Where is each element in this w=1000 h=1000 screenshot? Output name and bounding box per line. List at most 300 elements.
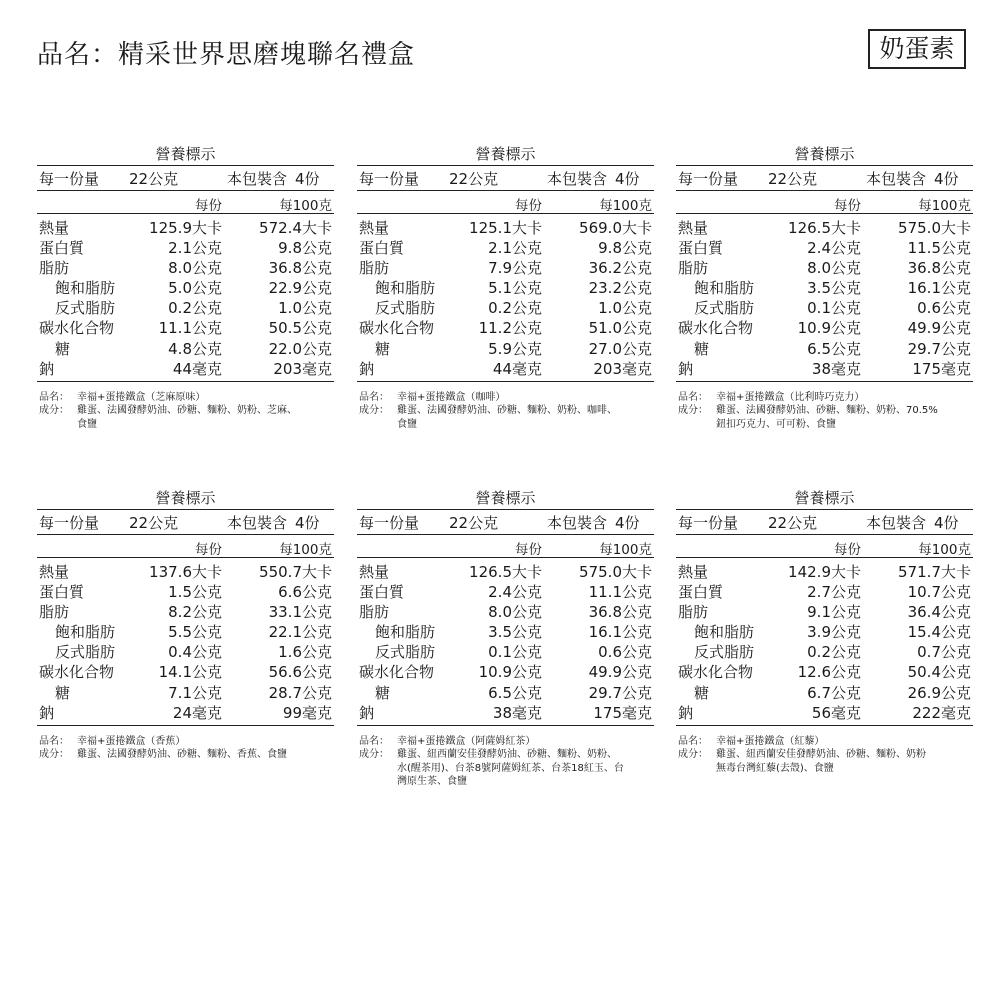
value-per-serving: 11.2公克	[478, 319, 542, 338]
nutrient-row	[676, 277, 973, 297]
value-per-100g: 36.8公克	[907, 259, 971, 278]
value-per-serving: 6.5公克	[488, 683, 542, 702]
nutrient-row	[676, 297, 973, 317]
ingredients-text: 雞蛋、法國發酵奶油、砂糖、麵粉、奶粉、70.5%	[716, 405, 938, 417]
nutrient-rows	[676, 558, 973, 722]
col-per-100g: 每100克	[279, 198, 332, 214]
nutrient-row	[676, 702, 973, 722]
value-per-100g: 50.4公克	[907, 663, 971, 682]
servings-count: 4份	[295, 514, 320, 532]
ingredients-label: 成分：	[678, 749, 708, 761]
serving-row	[37, 509, 334, 535]
value-per-serving: 137.6大卡	[149, 563, 222, 581]
nutrient-row	[357, 338, 654, 358]
ingredients-text: 雞蛋、法國發酵奶油、砂糖、麵粉、香蕉、食鹽	[77, 749, 287, 761]
serving-label: 每一份量	[678, 514, 739, 532]
per-pack-label: 本包裝含	[227, 170, 288, 188]
per-pack-label: 本包裝含	[547, 514, 608, 532]
nutrient-row	[37, 581, 334, 601]
value-per-100g: 22.0公克	[268, 339, 332, 358]
ingredients-text: 雞蛋、法國發酵奶油、砂糖、麵粉、奶粉、芝麻、	[77, 405, 297, 417]
product-name-line	[357, 391, 654, 405]
nutrient-name: 脂肪	[39, 603, 70, 622]
nutrient-row	[37, 297, 334, 317]
per-pack-label: 本包裝含	[227, 514, 288, 532]
value-per-100g: 11.1公克	[588, 583, 652, 602]
value-per-100g: 22.1公克	[268, 623, 332, 642]
nutrient-name: 熱量	[359, 219, 390, 237]
nutrient-name: 糖	[55, 339, 71, 358]
nutrient-name: 反式脂肪	[375, 643, 436, 662]
nutrient-name: 飽和脂肪	[694, 623, 755, 642]
nutrient-row	[37, 237, 334, 257]
nutrient-row	[37, 257, 334, 277]
product-name: 幸福+蛋捲鐵盒（紅藜）	[716, 735, 825, 747]
value-per-100g: 33.1公克	[268, 603, 332, 622]
nutrient-name: 飽和脂肪	[694, 279, 755, 298]
nutrient-name: 蛋白質	[678, 239, 724, 258]
product-info	[676, 735, 973, 776]
nutrient-row	[676, 358, 973, 378]
nutrient-name: 鈉	[359, 359, 375, 378]
table-bottom-rule	[357, 723, 654, 726]
value-per-serving: 3.9公克	[807, 623, 861, 642]
value-per-serving: 14.1公克	[158, 663, 222, 682]
product-name: 幸福+蛋捲鐵盒（咖啡）	[397, 391, 506, 403]
value-per-100g: 29.7公克	[588, 683, 652, 702]
nutrient-row	[357, 358, 654, 378]
product-info	[357, 391, 654, 432]
value-per-100g: 203毫克	[593, 359, 652, 378]
nutrient-row	[357, 661, 654, 681]
value-per-100g: 572.4大卡	[259, 219, 332, 237]
value-per-serving: 125.9大卡	[149, 219, 222, 237]
value-per-100g: 0.6公克	[598, 643, 652, 662]
value-per-serving: 5.0公克	[168, 279, 222, 298]
nutrient-row	[37, 317, 334, 337]
column-headers	[357, 191, 654, 214]
value-per-serving: 126.5大卡	[788, 219, 861, 237]
product-info	[37, 735, 334, 762]
product-name: 幸福+蛋捲鐵盒（香蕉）	[77, 735, 186, 747]
value-per-100g: 203毫克	[273, 359, 332, 378]
nutrient-name: 鈉	[39, 359, 55, 378]
nutrient-row	[676, 561, 973, 581]
nutrient-row	[676, 581, 973, 601]
value-per-100g: 36.8公克	[588, 603, 652, 622]
ingredients-text: 雞蛋、紐西蘭安佳發酵奶油、砂糖、麵粉、奶粉、	[397, 749, 617, 761]
value-per-serving: 6.5公克	[807, 339, 861, 358]
value-per-100g: 9.8公克	[598, 239, 652, 258]
value-per-serving: 8.2公克	[168, 603, 222, 622]
nutrient-row	[676, 641, 973, 661]
product-info	[676, 391, 973, 432]
value-per-serving: 3.5公克	[807, 279, 861, 298]
product-name: 幸福+蛋捲鐵盒（比利時巧克力）	[716, 391, 865, 403]
value-per-100g: 550.7大卡	[259, 563, 332, 581]
value-per-100g: 575.0大卡	[579, 563, 652, 581]
ingredients-label: 成分：	[359, 749, 389, 761]
nutrient-row	[676, 257, 973, 277]
panel-title: 營養標示	[794, 489, 855, 507]
servings-per-pack	[227, 512, 320, 533]
value-per-serving: 10.9公克	[797, 319, 861, 338]
ingredients-line	[676, 418, 973, 432]
ingredients-line	[37, 748, 334, 762]
nutrient-row	[676, 317, 973, 337]
value-per-100g: 9.8公克	[278, 239, 332, 258]
nutrient-row	[37, 277, 334, 297]
nutrient-name: 脂肪	[39, 259, 70, 278]
table-bottom-rule	[676, 723, 973, 726]
ingredients-line	[357, 762, 654, 776]
value-per-serving: 5.1公克	[488, 279, 542, 298]
nutrient-row	[357, 257, 654, 277]
value-per-100g: 36.4公克	[907, 603, 971, 622]
nutrition-panel	[37, 143, 334, 431]
value-per-serving: 44毫克	[172, 359, 222, 378]
value-per-100g: 571.7大卡	[898, 563, 971, 581]
column-headers	[37, 535, 334, 558]
value-per-100g: 51.0公克	[588, 319, 652, 338]
nutrient-name: 糖	[694, 683, 710, 702]
servings-per-pack	[866, 168, 959, 189]
nutrient-name: 鈉	[39, 703, 55, 722]
value-per-serving: 2.4公克	[488, 583, 542, 602]
value-per-serving: 142.9大卡	[788, 563, 861, 581]
value-per-100g: 0.7公克	[917, 643, 971, 662]
product-name-line	[37, 735, 334, 749]
nutrient-row	[37, 621, 334, 641]
nutrient-row	[676, 338, 973, 358]
panel-title: 營養標示	[155, 489, 216, 507]
nutrient-row	[37, 217, 334, 237]
per-pack-label: 本包裝含	[866, 170, 927, 188]
product-name: 幸福+蛋捲鐵盒（阿薩姆紅茶）	[397, 735, 536, 747]
nutrient-row	[676, 601, 973, 621]
value-per-100g: 222毫克	[912, 703, 971, 722]
value-per-serving: 44毫克	[492, 359, 542, 378]
nutrient-row	[37, 338, 334, 358]
nutrient-name: 飽和脂肪	[55, 623, 116, 642]
value-per-serving: 0.2公克	[807, 643, 861, 662]
value-per-100g: 26.9公克	[907, 683, 971, 702]
ingredients-text: 水(醒茶用)、台茶8號阿薩姆紅茶、台茶18紅玉、台	[397, 762, 624, 774]
value-per-100g: 50.5公克	[268, 319, 332, 338]
product-info	[37, 391, 334, 432]
nutrient-name: 糖	[375, 683, 391, 702]
nutrient-name: 碳水化合物	[359, 663, 435, 682]
value-per-100g: 0.6公克	[917, 299, 971, 318]
value-per-100g: 36.2公克	[588, 259, 652, 278]
ingredients-text: 食鹽	[397, 418, 417, 430]
ingredients-line	[676, 404, 973, 418]
per-pack-label: 本包裝含	[547, 170, 608, 188]
value-per-serving: 1.5公克	[168, 583, 222, 602]
value-per-serving: 2.7公克	[807, 583, 861, 602]
serving-label: 每一份量	[678, 170, 739, 188]
nutrition-panel	[676, 487, 973, 775]
value-per-100g: 99毫克	[282, 703, 332, 722]
nutrient-row	[37, 682, 334, 702]
nutrient-name: 碳水化合物	[39, 319, 115, 338]
col-per-serving: 每份	[195, 198, 222, 214]
product-name-label: 品名：	[359, 391, 389, 403]
col-per-serving: 每份	[834, 198, 861, 214]
serving-label: 每一份量	[359, 514, 420, 532]
col-per-100g: 每100克	[599, 198, 652, 214]
nutrient-row	[357, 297, 654, 317]
value-per-serving: 5.5公克	[168, 623, 222, 642]
value-per-serving: 8.0公克	[168, 259, 222, 278]
ingredients-label: 成分：	[39, 749, 69, 761]
servings-count: 4份	[615, 514, 640, 532]
nutrient-name: 飽和脂肪	[375, 623, 436, 642]
product-name-line	[37, 391, 334, 405]
value-per-100g: 22.9公克	[268, 279, 332, 298]
product-name-label: 品名：	[678, 735, 708, 747]
value-per-100g: 23.2公克	[588, 279, 652, 298]
nutrient-name: 熱量	[39, 219, 70, 237]
nutrient-row	[357, 621, 654, 641]
nutrient-name: 脂肪	[678, 603, 709, 622]
nutrition-panel	[37, 487, 334, 762]
table-bottom-rule	[37, 379, 334, 382]
product-name-label: 品名：	[39, 735, 69, 747]
ingredients-line	[357, 748, 654, 762]
value-per-serving: 2.1公克	[488, 239, 542, 258]
value-per-serving: 9.1公克	[807, 603, 861, 622]
nutrient-row	[37, 561, 334, 581]
ingredients-line	[676, 762, 973, 776]
column-headers	[676, 191, 973, 214]
product-name: 幸福+蛋捲鐵盒（芝麻原味）	[77, 391, 206, 403]
product-info	[357, 735, 654, 789]
value-per-serving: 12.6公克	[797, 663, 861, 682]
nutrient-row	[357, 682, 654, 702]
value-per-100g: 16.1公克	[588, 623, 652, 642]
col-per-100g: 每100克	[279, 542, 332, 558]
nutrient-row	[37, 702, 334, 722]
panel-title: 營養標示	[794, 145, 855, 163]
nutrient-row	[357, 581, 654, 601]
ingredients-text: 灣原生茶、食鹽	[397, 776, 467, 788]
value-per-serving: 7.9公克	[488, 259, 542, 278]
column-headers	[676, 535, 973, 558]
ingredients-text: 食鹽	[77, 418, 97, 430]
value-per-100g: 6.6公克	[278, 583, 332, 602]
value-per-100g: 16.1公克	[907, 279, 971, 298]
value-per-100g: 49.9公克	[907, 319, 971, 338]
product-name-line	[357, 735, 654, 749]
nutrient-name: 鈉	[678, 359, 694, 378]
nutrient-name: 脂肪	[678, 259, 709, 278]
product-name-label: 品名：	[359, 735, 389, 747]
nutrient-rows	[676, 214, 973, 378]
ingredients-text: 無毒台灣紅藜(去殼)、食鹽	[716, 762, 834, 774]
nutrient-name: 鈉	[678, 703, 694, 722]
nutrient-name: 脂肪	[359, 603, 390, 622]
servings-per-pack	[227, 168, 320, 189]
nutrient-rows	[37, 214, 334, 378]
value-per-serving: 8.0公克	[807, 259, 861, 278]
table-bottom-rule	[676, 379, 973, 382]
value-per-serving: 56毫克	[811, 703, 861, 722]
nutrient-row	[37, 358, 334, 378]
value-per-100g: 569.0大卡	[579, 219, 652, 237]
nutrient-row	[676, 237, 973, 257]
value-per-100g: 575.0大卡	[898, 219, 971, 237]
nutrient-row	[357, 641, 654, 661]
value-per-100g: 1.0公克	[598, 299, 652, 318]
value-per-serving: 10.9公克	[478, 663, 542, 682]
col-per-100g: 每100克	[599, 542, 652, 558]
nutrient-name: 碳水化合物	[678, 663, 754, 682]
ingredients-text: 雞蛋、法國發酵奶油、砂糖、麵粉、奶粉、咖啡、	[397, 405, 617, 417]
panel-title: 營養標示	[475, 145, 536, 163]
col-per-100g: 每100克	[918, 542, 971, 558]
panel-title: 營養標示	[155, 145, 216, 163]
nutrient-name: 熱量	[678, 219, 709, 237]
product-name-line	[676, 735, 973, 749]
ingredients-line	[357, 418, 654, 432]
value-per-serving: 3.5公克	[488, 623, 542, 642]
value-per-serving: 0.4公克	[168, 643, 222, 662]
value-per-serving: 126.5大卡	[469, 563, 542, 581]
nutrient-rows	[357, 558, 654, 722]
nutrient-row	[37, 641, 334, 661]
page-title: 品名：精采世界思磨塊聯名禮盒	[37, 40, 416, 70]
nutrient-name: 反式脂肪	[55, 643, 116, 662]
serving-label: 每一份量	[359, 170, 420, 188]
servings-count: 4份	[295, 170, 320, 188]
servings-per-pack	[547, 512, 640, 533]
serving-size: 22公克	[768, 170, 818, 188]
nutrition-panel	[357, 487, 654, 789]
nutrient-name: 熱量	[39, 563, 70, 581]
nutrition-panel	[357, 143, 654, 431]
column-headers	[37, 191, 334, 214]
ingredients-text: 雞蛋、紐西蘭安佳發酵奶油、砂糖、麵粉、奶粉	[716, 749, 926, 761]
nutrient-name: 鈉	[359, 703, 375, 722]
servings-count: 4份	[934, 170, 959, 188]
nutrient-name: 糖	[694, 339, 710, 358]
servings-per-pack	[866, 512, 959, 533]
nutrient-row	[676, 621, 973, 641]
ingredients-label: 成分：	[678, 405, 708, 417]
nutrition-panel	[676, 143, 973, 431]
panel-title: 營養標示	[475, 489, 536, 507]
nutrient-rows	[37, 558, 334, 722]
serving-size: 22公克	[129, 170, 179, 188]
ingredients-label: 成分：	[39, 405, 69, 417]
col-per-serving: 每份	[515, 542, 542, 558]
nutrient-row	[676, 217, 973, 237]
value-per-serving: 7.1公克	[168, 683, 222, 702]
per-pack-label: 本包裝含	[866, 514, 927, 532]
value-per-serving: 24毫克	[172, 703, 222, 722]
servings-count: 4份	[934, 514, 959, 532]
value-per-serving: 6.7公克	[807, 683, 861, 702]
nutrient-row	[37, 661, 334, 681]
ingredients-line	[37, 418, 334, 432]
nutrient-name: 碳水化合物	[678, 319, 754, 338]
col-per-serving: 每份	[515, 198, 542, 214]
nutrient-name: 糖	[375, 339, 391, 358]
value-per-100g: 175毫克	[912, 359, 971, 378]
value-per-serving: 11.1公克	[158, 319, 222, 338]
nutrient-name: 糖	[55, 683, 71, 702]
value-per-serving: 8.0公克	[488, 603, 542, 622]
nutrient-row	[357, 561, 654, 581]
nutrient-name: 脂肪	[359, 259, 390, 278]
nutrient-row	[357, 237, 654, 257]
ingredients-line	[357, 404, 654, 418]
nutrient-row	[357, 217, 654, 237]
value-per-100g: 175毫克	[593, 703, 652, 722]
nutrient-name: 碳水化合物	[359, 319, 435, 338]
ingredients-line	[676, 748, 973, 762]
value-per-100g: 29.7公克	[907, 339, 971, 358]
value-per-100g: 56.6公克	[268, 663, 332, 682]
product-name-label: 品名：	[678, 391, 708, 403]
value-per-100g: 10.7公克	[907, 583, 971, 602]
ingredients-line	[357, 775, 654, 789]
servings-per-pack	[547, 168, 640, 189]
serving-size: 22公克	[449, 514, 499, 532]
value-per-100g: 11.5公克	[907, 239, 971, 258]
nutrient-row	[357, 601, 654, 621]
nutrient-name: 蛋白質	[359, 583, 405, 602]
column-headers	[357, 535, 654, 558]
col-per-serving: 每份	[195, 542, 222, 558]
ingredients-line	[37, 404, 334, 418]
table-bottom-rule	[37, 723, 334, 726]
value-per-serving: 0.2公克	[168, 299, 222, 318]
serving-row	[676, 509, 973, 535]
nutrient-name: 飽和脂肪	[375, 279, 436, 298]
nutrient-row	[676, 682, 973, 702]
servings-count: 4份	[615, 170, 640, 188]
nutrient-name: 反式脂肪	[694, 299, 755, 318]
col-per-100g: 每100克	[918, 198, 971, 214]
product-name-label: 品名：	[39, 391, 69, 403]
value-per-100g: 15.4公克	[907, 623, 971, 642]
value-per-100g: 27.0公克	[588, 339, 652, 358]
serving-row	[357, 165, 654, 191]
nutrient-name: 熱量	[359, 563, 390, 581]
nutrient-name: 反式脂肪	[694, 643, 755, 662]
value-per-serving: 38毫克	[811, 359, 861, 378]
value-per-100g: 49.9公克	[588, 663, 652, 682]
nutrient-name: 飽和脂肪	[55, 279, 116, 298]
col-per-serving: 每份	[834, 542, 861, 558]
serving-row	[357, 509, 654, 535]
table-bottom-rule	[357, 379, 654, 382]
serving-size: 22公克	[768, 514, 818, 532]
value-per-serving: 2.1公克	[168, 239, 222, 258]
serving-row	[676, 165, 973, 191]
nutrient-name: 熱量	[678, 563, 709, 581]
value-per-100g: 1.6公克	[278, 643, 332, 662]
value-per-serving: 125.1大卡	[469, 219, 542, 237]
nutrient-name: 反式脂肪	[55, 299, 116, 318]
serving-label: 每一份量	[39, 170, 100, 188]
nutrient-row	[357, 317, 654, 337]
value-per-100g: 36.8公克	[268, 259, 332, 278]
value-per-serving: 2.4公克	[807, 239, 861, 258]
nutrient-name: 蛋白質	[39, 239, 85, 258]
